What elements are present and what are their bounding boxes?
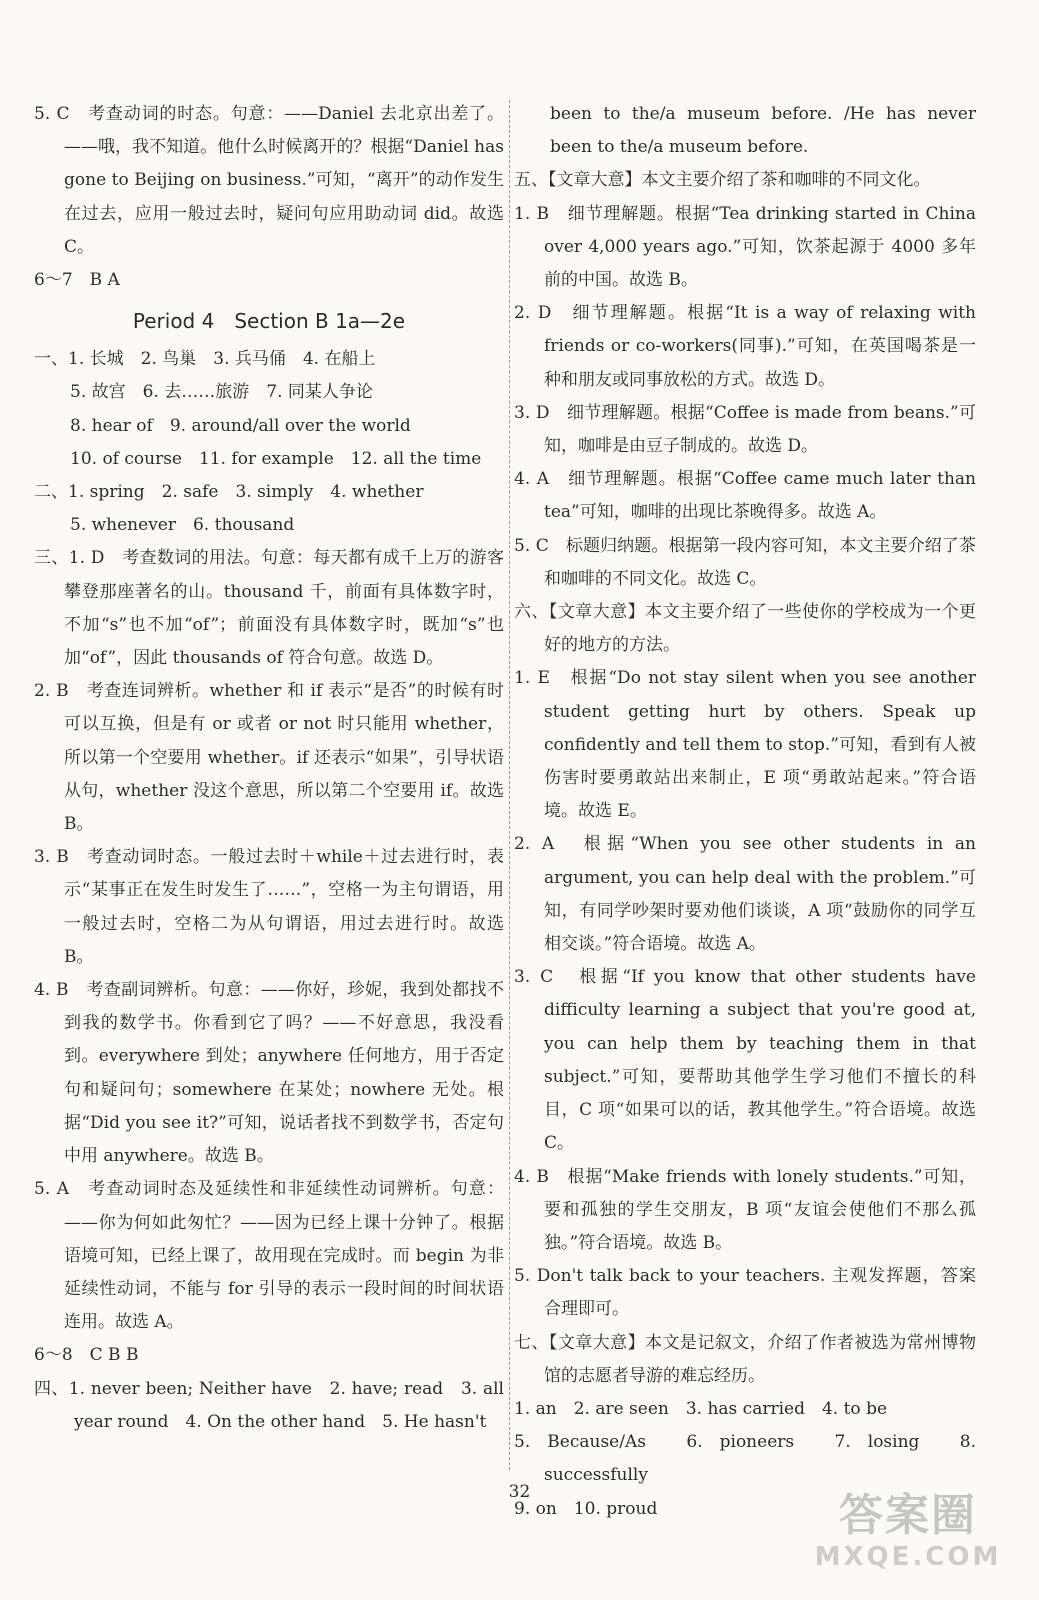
answer-paragraph: 8. hear of 9. around/all over the world — [70, 415, 411, 436]
answer-paragraph: 一、1. 长城 2. 鸟巢 3. 兵马俑 4. 在船上 — [34, 349, 376, 370]
column-divider — [509, 100, 510, 1470]
answer-paragraph: 2. D 细节理解题。根据“It is a way of relaxing with friends or co-workers(同事).”可知，在英国喝茶是一种和朋友或同事放松的方式。故选 D。 — [514, 303, 976, 390]
answer-paragraph: 6～7 B A — [34, 270, 120, 291]
answer-paragraph: 6～8 C B B — [34, 1345, 139, 1366]
answer-paragraph: 六、【文章大意】本文主要介绍了一些使你的学校成为一个更好的地方的方法。 — [514, 602, 976, 656]
answer-paragraph: 5. A 考查动词时态及延续性和非延续性动词辨析。句意：——你为何如此匆忙？——因为已经上课十分钟了。根据语境可知，已经上课了，故用现在完成时。而 begin 为非延续性动词，不能与 for 引导的表示一段时间的时间状语连用。故选 A。 — [34, 1179, 504, 1333]
answer-paragraph: 1. E 根据“Do not stay silent when you see another student getting hurt by others. Speak up confidently and tell them to stop.”可知，看到有人被伤害时要勇敢站出来制止，E 项“勇敢站起来。”符合语境。故选 E。 — [514, 668, 976, 822]
section-heading: Period 4 Section B 1a—2e — [132, 309, 406, 334]
answer-paragraph: 4. B 考查副词辨析。句意：——你好，珍妮，我到处都找不到我的数学书。你看到它了吗？——不好意思，我没看到。everywhere 到处；anywhere 任何地方，用于否定句和疑问句；somewhere 在某处；nowhere 无处。根据“Did you see it?”可知，说话者找不到数学书，否定句中用 anywhere。故选 B。 — [34, 980, 504, 1167]
answer-paragraph: 3. B 考查动词时态。一般过去时＋while＋过去进行时，表示“某事正在发生时发生了……”，空格一为主句谓语，用一般过去时，空格二为从句谓语，用过去进行时。故选 B。 — [34, 847, 504, 967]
answer-paragraph: 3. D 细节理解题。根据“Coffee is made from beans.”可知，咖啡是由豆子制成的。故选 D。 — [514, 402, 976, 457]
left-column — [34, 98, 504, 1439]
answer-paragraph: 5. Because/As 6. pioneers 7. losing 8. successfully — [514, 1432, 976, 1486]
answer-paragraph: 五、【文章大意】本文主要介绍了茶和咖啡的不同文化。 — [514, 170, 931, 191]
watermark-top-text: 答案圈 — [839, 1490, 977, 1541]
answer-paragraph: 5. C 标题归纳题。根据第一段内容可知，本文主要介绍了茶和咖啡的不同文化。故选 C。 — [514, 535, 976, 589]
answer-paragraph: 5. C 考查动词的时态。句意：——Daniel 去北京出差了。——哦，我不知道。他什么时候离开的？根据“Daniel has gone to Beijing on business.”可知，“离开”的动作发生在过去，应用一般过去时，疑问句应用助动词 did。故选 C。 — [34, 104, 504, 257]
page-number: 32 — [508, 1482, 531, 1502]
answer-paragraph: 2. A 根据“When you see other students in an argument, you can help deal with the problem.”可知，有同学吵架时要劝他们谈谈，A 项“鼓励你的同学互相交谈。”符合语境。故选 A。 — [514, 834, 976, 955]
answer-paragraph: 1. an 2. are seen 3. has carried 4. to be — [514, 1398, 888, 1419]
answer-paragraph: 5. whenever 6. thousand — [70, 515, 295, 536]
answer-paragraph: 3. C 根据“If you know that other students have difficulty learning a subject that you're good at, you can help them by teaching them in that subject.”可知，要帮助其他学生学习他们不擅长的科目，C 项“如果可以的话，教其他学生。”符合语境。故选 C。 — [514, 967, 976, 1154]
answer-paragraph: 二、1. spring 2. safe 3. simply 4. whether — [34, 482, 424, 503]
answer-paragraph: 5. Don't talk back to your teachers. 主观发挥题，答案合理即可。 — [514, 1266, 976, 1320]
answer-paragraph: 2. B 考查连词辨析。whether 和 if 表示“是否”的时候有时可以互换，但是有 or 或者 or not 时只能用 whether，所以第一个空要用 whether。if 还表示“如果”，引导状语从句，whether 没这个意思，所以第二个空要用 if。故选 B。 — [34, 681, 504, 835]
answer-paragraph: 9. on 10. proud — [514, 1498, 658, 1519]
answer-paragraph: 10. of course 11. for example 12. all the time — [70, 448, 482, 469]
answer-paragraph: 三、1. D 考查数词的用法。句意：每天都有成千上万的游客攀登那座著名的山。thousand 千，前面有具体数字时，不加“s”也不加“of”；前面没有具体数字时，既加“s”也加“of”，因此 thousands of 符合句意。故选 D。 — [34, 548, 504, 669]
answer-paragraph: 5. 故宫 6. 去……旅游 7. 同某人争论 — [70, 382, 373, 403]
right-column — [514, 98, 976, 1526]
answer-paragraph: 4. A 细节理解题。根据“Coffee came much later than tea”可知，咖啡的出现比茶晚得多。故选 A。 — [514, 469, 976, 523]
watermark-logo — [803, 1490, 1013, 1582]
watermark-bottom-text: MXQE.COM — [814, 1542, 1002, 1572]
answer-paragraph: 4. B 根据“Make friends with lonely students.”可知，要和孤独的学生交朋友，B 项“友谊会使他们不那么孤独。”符合语境。故选 B。 — [514, 1166, 976, 1253]
answer-paragraph: 四、1. never been; Neither have 2. have; read 3. all year round 4. On the other hand 5. He hasn't — [34, 1378, 504, 1432]
answer-paragraph: 1. B 细节理解题。根据“Tea drinking started in China over 4,000 years ago.”可知，饮茶起源于 4000 多年前的中国。故选 B。 — [514, 203, 976, 291]
answer-paragraph: 七、【文章大意】本文是记叙文，介绍了作者被选为常州博物馆的志愿者导游的难忘经历。 — [514, 1332, 976, 1386]
answer-paragraph: been to the/a museum before. /He has never been to the/a museum before. — [550, 104, 976, 158]
